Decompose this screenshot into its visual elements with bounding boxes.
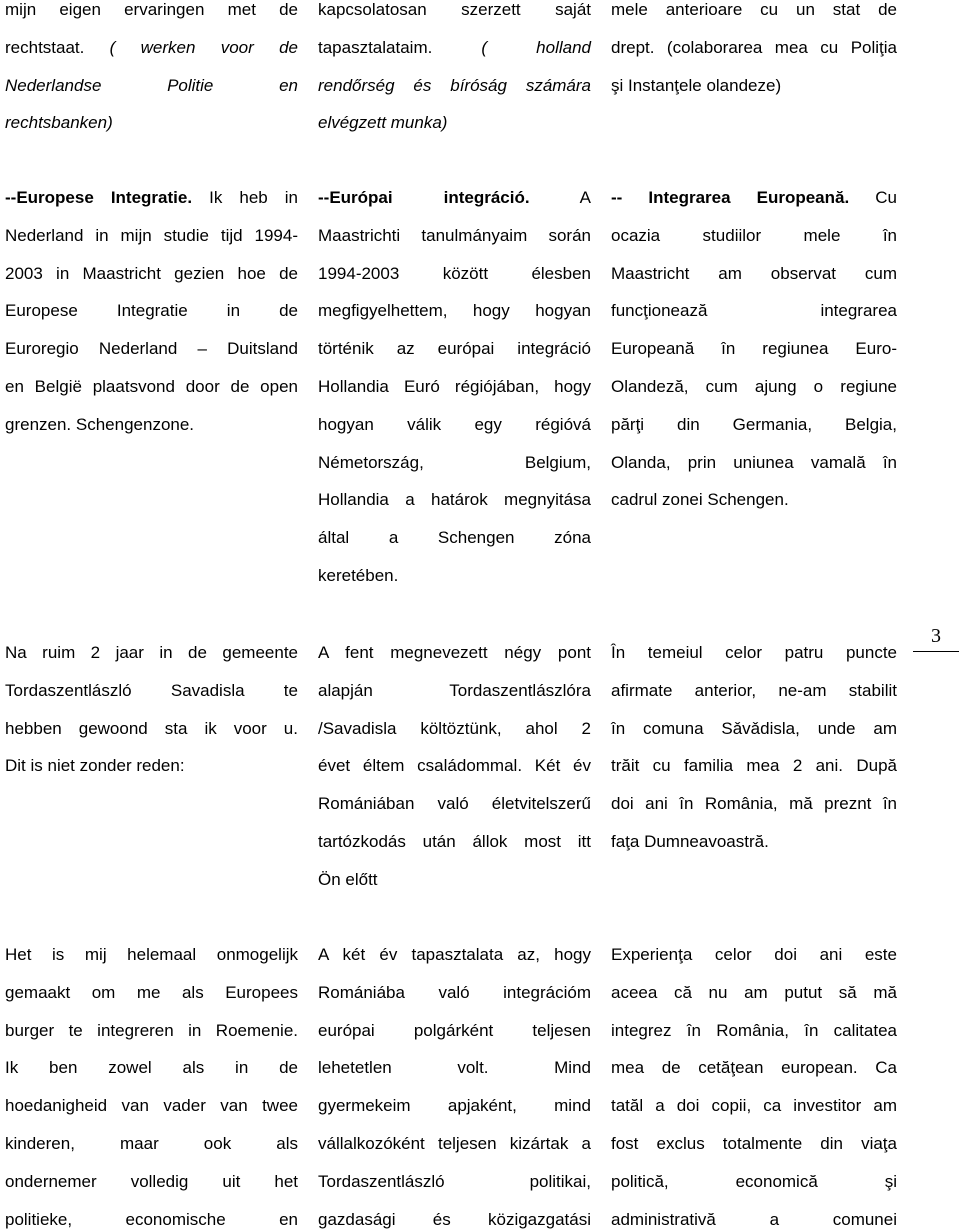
text-segment: rechtstaat. [5, 37, 85, 57]
section-heading: --Europese Integratie. [5, 188, 193, 207]
text-line: gemaakt om me als Europees [5, 982, 298, 1002]
text-line: hogyan válik egy régióvá [318, 414, 591, 434]
text-line: burger te integreren in Roemenie. [5, 1020, 298, 1040]
text-line: tartózkodás után állok most itt [318, 831, 591, 851]
row-3-dutch-text [5, 643, 298, 776]
text-line [5, 188, 298, 208]
text-line: afirmate anterior, ne-am stabilit [611, 680, 897, 700]
text-line: cadrul zonei Schengen. [611, 490, 789, 510]
text-line: grenzen. Schengenzone. [5, 414, 195, 434]
text-line: trăit cu familia mea 2 ani. După [611, 756, 897, 776]
row-1-hungarian-text [318, 0, 591, 133]
italic-text-segment: ( werken voor de [109, 37, 298, 57]
text-line: Experienţa celor doi ani este [611, 945, 897, 964]
text-line: funcţionează integrarea [611, 301, 897, 321]
text-line: În temeiul celor patru puncte [611, 643, 897, 662]
text-line: elvégzett munka) [318, 113, 448, 133]
text-line: aceea că nu am putut să mă [611, 982, 897, 1002]
section-heading: --Európai integráció. [318, 188, 530, 207]
text-line: Hollandia Euró régiójában, hogy [318, 376, 591, 396]
text-line [5, 38, 298, 58]
text-line: kapcsolatosan szerzett saját [318, 0, 591, 19]
text-line: faţa Dumneavoastră. [611, 831, 769, 851]
text-line: által a Schengen zóna [318, 528, 591, 548]
text-line: történik az európai integráció [318, 339, 591, 359]
text-line: hebben gewoond sta ik voor u. [5, 718, 298, 738]
text-line: gazdasági és közigazgatási [318, 1209, 591, 1229]
text-line: doi ani în România, mă preznt în [611, 794, 897, 814]
text-line: Het is mij helemaal onmogelijk [5, 945, 298, 964]
text-line: Tordaszentlászló politikai, [318, 1171, 591, 1191]
text-line: Ik ben zowel als in de [5, 1058, 298, 1078]
text-line: în comuna Sǎvǎdisla, unde am [611, 718, 897, 738]
row-2-hungarian-text [318, 188, 591, 586]
text-line: Ön előtt [318, 869, 378, 889]
text-line: drept. (colaborarea mea cu Poliţia [611, 37, 897, 57]
text-segment: A [579, 188, 591, 207]
row-2-dutch-text [5, 188, 298, 435]
text-line: 2003 in Maastricht gezien hoe de [5, 263, 298, 283]
text-line: ocazia studiilor mele în [611, 225, 897, 245]
text-line: fost exclus totalmente din viaţa [611, 1133, 897, 1153]
text-line: Dit is niet zonder reden: [5, 756, 185, 776]
text-line: keretében. [318, 565, 399, 585]
text-line: Maastricht am observat cum [611, 263, 897, 283]
text-line: megfigyelhettem, hogy hogyan [318, 301, 591, 321]
text-line: Tordaszentlászló Savadisla te [5, 680, 298, 700]
text-line: lehetetlen volt. Mind [318, 1058, 591, 1078]
text-line: /Savadisla költöztünk, ahol 2 [318, 718, 591, 738]
text-line: európai polgárként teljesen [318, 1020, 591, 1040]
row-4-dutch-text [5, 945, 298, 1230]
text-segment: tapasztalataim. [318, 37, 433, 57]
text-line: Euroregio Nederland – Duitsland [5, 339, 298, 359]
text-line: ondernemer volledig uit het [5, 1171, 298, 1191]
text-line: Nederland in mijn studie tijd 1994- [5, 225, 298, 245]
text-line: A két év tapasztalata az, hogy [318, 945, 591, 964]
text-line: şi Instanţele olandeze) [611, 75, 782, 95]
section-heading: -- Integrarea Europeană. [611, 188, 850, 207]
row-1-dutch-text [5, 0, 298, 133]
text-line: politică, economică şi [611, 1171, 897, 1191]
text-line: Maastrichti tanulmányaim során [318, 225, 591, 245]
text-line: évet éltem családommal. Két év [318, 756, 591, 776]
row-4-hungarian-text [318, 945, 591, 1230]
text-line: Europese Integratie in de [5, 301, 298, 321]
italic-text-segment: ( holland [481, 37, 591, 57]
text-line: kinderen, maar ook als [5, 1133, 298, 1153]
row-2-romanian-text [611, 188, 897, 510]
text-line: A fent megnevezett négy pont [318, 643, 591, 662]
text-line: Romániába való integrációm [318, 982, 591, 1002]
text-line: Romániában való életvitelszerű [318, 794, 591, 814]
text-line: Na ruim 2 jaar in de gemeente [5, 643, 298, 662]
page-number: 3 [913, 624, 959, 652]
text-line: Nederlandse Politie en [5, 75, 298, 95]
text-line: Németország, Belgium, [318, 452, 591, 472]
text-line: politieke, economische en [5, 1209, 298, 1229]
text-segment: Ik heb in [209, 188, 299, 207]
text-line: mijn eigen ervaringen met de [5, 0, 298, 19]
text-line: tatăl a doi copii, ca investitor am [611, 1096, 897, 1116]
text-line [611, 188, 897, 208]
text-line: alapján Tordaszentlászlóra [318, 680, 591, 700]
text-line: rechtsbanken) [5, 113, 113, 133]
text-line: Olandeză, cum ajung o regiune [611, 376, 897, 396]
text-line: en België plaatsvond door de open [5, 376, 298, 396]
row-3-romanian-text [611, 643, 897, 852]
text-line: Europeană în regiunea Euro- [611, 339, 897, 359]
row-4-romanian-text [611, 945, 897, 1230]
text-line: integrez în România, în calitatea [611, 1020, 897, 1040]
row-3-hungarian-text [318, 643, 591, 890]
text-line: mele anterioare cu un stat de [611, 0, 897, 19]
row-1-romanian-text [611, 0, 897, 96]
text-line: 1994-2003 között élesben [318, 263, 591, 283]
text-line: rendőrség és bíróság számára [318, 75, 591, 95]
text-line: vállalkozóként teljesen kizártak a [318, 1133, 591, 1153]
text-line: gyermekeim apjaként, mind [318, 1096, 591, 1116]
text-line: hoedanigheid van vader van twee [5, 1096, 298, 1116]
text-line: părţi din Germania, Belgia, [611, 414, 897, 434]
text-line: Olanda, prin uniunea vamală în [611, 452, 897, 472]
text-line [318, 188, 591, 208]
text-line: Hollandia a határok megnyitása [318, 490, 591, 510]
text-line: administrativă a comunei [611, 1209, 897, 1229]
text-line [318, 38, 591, 58]
text-line: mea de cetăţean european. Ca [611, 1058, 897, 1078]
text-segment: Cu [875, 188, 897, 207]
